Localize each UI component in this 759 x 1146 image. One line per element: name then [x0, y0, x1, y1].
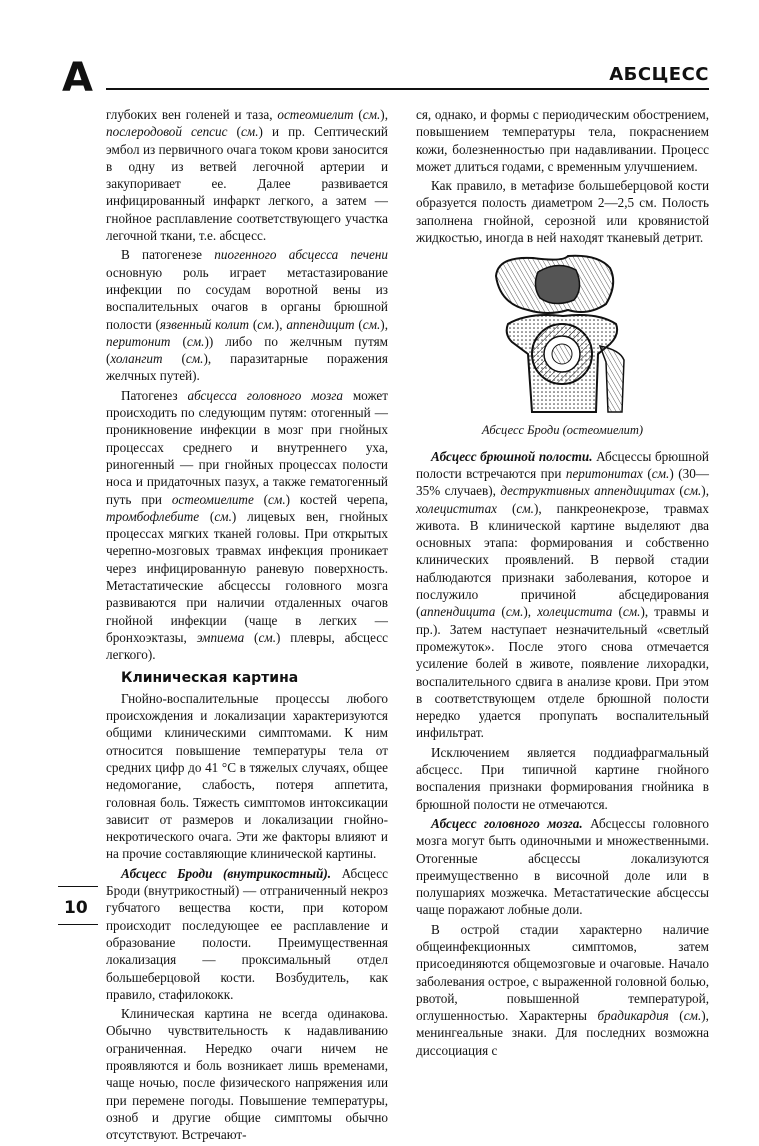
paragraph: ся, однако, и формы с периодическим обострением, повышением температуры тела, покраснением кожи, болезненностью при надавливании. Процесс может длиться годами, с временным улучшением. [416, 107, 709, 174]
section-heading: Клиническая картина [121, 669, 299, 686]
page-number: 10 [64, 898, 88, 918]
brodie-abscess-illustration [488, 254, 638, 416]
right-column [416, 106, 709, 1061]
paragraph: Абсцесс Броди (внутрикостный). Абсцесс Броди (внутрикостный) — отграниченный некроз губчатого вещества кости, при котором происходит последующее ее расплавление и образование полости. Преимущественная локализация — проксимальный отдел большеберцовой кости. Возбудитель, как правило, стафилококк. [106, 865, 388, 1002]
paragraph: Исключением является поддиафрагмальный абсцесс. При типичной картине гнойного воспаления признаки формирования гнойника в брюшной полости не отмечаются. [416, 744, 709, 812]
left-column [106, 106, 388, 1146]
section-letter: А [62, 55, 93, 101]
header-rule [106, 88, 709, 90]
page-number-rule-top [58, 886, 98, 887]
paragraph: Абсцесс головного мозга. Абсцессы головного мозга могут быть одиночными и множественными. Отогенные абсцессы локализуются преимущественно в височной доле или в полушариях мозжечка. Метастатические абсцессы чаще поражают лобные доли. [416, 815, 709, 918]
figure-caption: Абсцесс Броди (остеомиелит) [481, 423, 644, 438]
paragraph: Клиническая картина не всегда одинакова. Обычно чувствительность к надавливанию ограниченная. Нередко очаги ничем не проявляются и боль возникает лишь временами, чаще ночью, после физического напряжения или при перемене погоды. Повышение температуры, озноб и другие общие симптомы обычно отсутствуют. Встречают- [106, 1006, 388, 1143]
paragraph: Как правило, в метафизе большеберцовой кости образуется полость диаметром 2—2,5 см. Полость заполнена гнойной, серозной или кровянистой жидкостью, иногда в ней находят тканевый детрит. [416, 178, 709, 246]
running-title: АБСЦЕСС [609, 64, 709, 85]
paragraph: глубоких вен голеней и таза, остеомиелит (см.), послеродовой сепсис (см.) и пр. Септический эмбол из первичного очага током крови заносится в одну из ветвей легочной артерии и закупоривает ее. Далее развивается инфицированный инфаркт легкого, а затем — гнойное расплавление соответствующего участка легочной ткани, т.е. абсцесс. [106, 107, 388, 244]
paragraph: В острой стадии характерно наличие общеинфекционных симптомов, затем присоединяются общемозговые и очаговые. Начало заболевания острое, с выраженной головной болью, рвотой, повышенной температурой, оглушенностью. Характерны брадикардия (см.), менингеальные знаки. Для последних возможна диссоциация с [416, 921, 709, 1058]
paragraph: В патогенезе пиогенного абсцесса печени основную роль играет метастазирование инфекции по сосудам воротной вены из воспалительных очагов в органы брюшной полости (язвенный колит (см.), аппендицит (см.), перитонит (см.)) либо по желчным путям (холангит (см.), паразитарные поражения желчных путей). [106, 247, 388, 384]
paragraph: Абсцесс брюшной полости. Абсцессы брюшной полости встречаются при перитонитах (см.) (30—35% случаев), деструктивных аппендицитах (см.), холециститах (см.), панкреонекрозе, травмах живота. В клинической картине выделяют два основных этапа: формирования и собственно клинических проявлений. В первой стадии наблюдаются признаки заболевания, которое и послужило причиной абсцедирования (аппендицита (см.), холецистита (см.), травмы и пр.). Затем наступает незначительный «светлый промежуток». После этого снова отмечается усиление болей в животе, появление лихорадки, воспалительного сдвига в анализе крови. При этом в соответствующем отделе брюшной полости нередко удается пропупать воспалительный инфильтрат. [416, 448, 709, 741]
paragraph: Патогенез абсцесса головного мозга может происходить по следующим путям: отогенный — проникновение инфекции в мозг при гнойных процессах среднего и внутреннего уха, риногенный — при гнойных процессах полости носа и придаточных пазух, а также гематогенный путь при остеомиелите (см.) костей черепа, тромбофлебите (см.) лицевых вен, гнойных процессах мягких тканей головы. При открытых черепно-мозговых травмах инфекция проникает через инфицированную раневую поверхность. Метастатические абсцессы головного мозга развиваются при наличии отдаленных очагов гнойной инфекции (чаще в легких — бронхоэктазы, эмпиема (см.) плевры, абсцесс легкого). [106, 387, 389, 663]
page-number-rule-bottom [58, 924, 98, 925]
figure [416, 254, 709, 416]
paragraph: Гнойно-воспалительные процессы любого происхождения и локализации характеризуются общими клиническими симптомами. К ним относится повышение температуры тела от средних цифр до 41 °C в тяжелых случаях, общее недомогание, слабость, потеря аппетита, головная боль. Тяжесть симптомов интоксикации зависит от размеров и локализации гнойно-некротического очага. Эти же факторы влияют и на прочие составляющие клинической картины. [106, 690, 388, 862]
